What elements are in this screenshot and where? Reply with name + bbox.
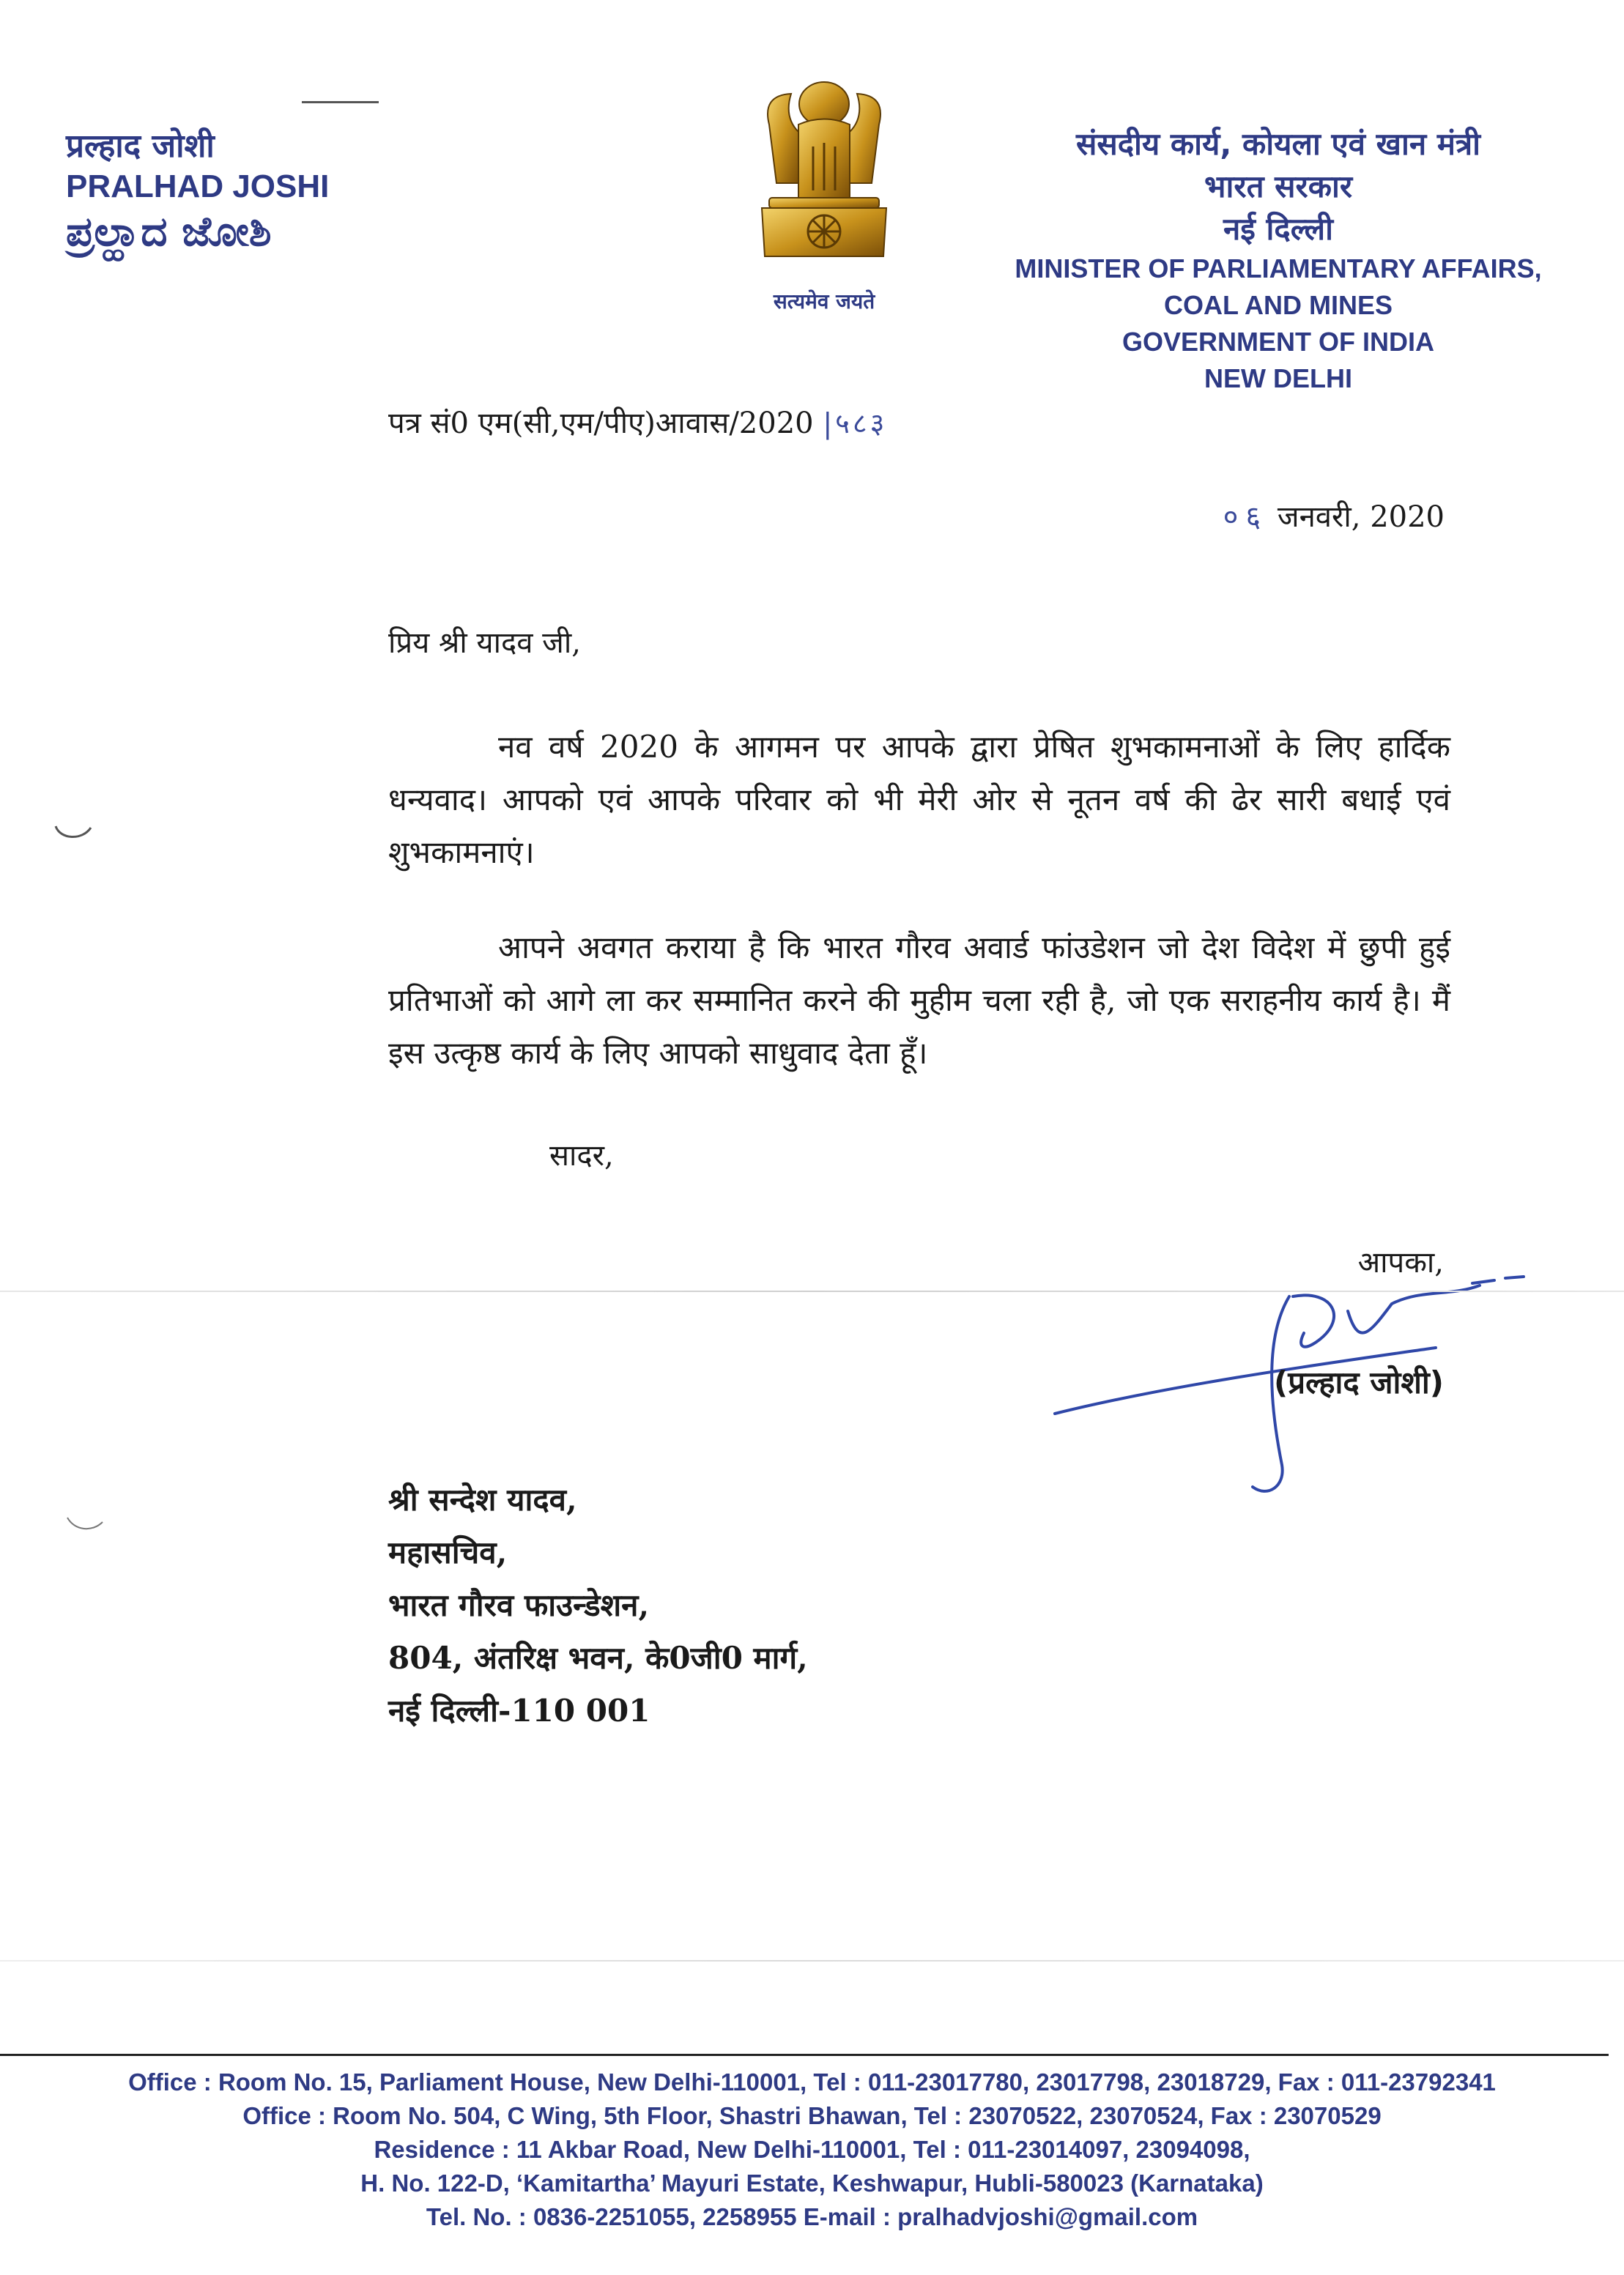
letterhead-name-block <box>66 126 329 258</box>
designation-english-line: GOVERNMENT OF INDIA <box>1121 327 1434 357</box>
punch-hole-mark <box>64 1507 108 1537</box>
paper-fold-line <box>0 1291 1624 1292</box>
closing: सादर, <box>549 1139 614 1173</box>
designation-hindi-line: भारत सरकार <box>1204 168 1353 204</box>
recipient-address <box>388 1474 808 1737</box>
designation-hindi-line: नई दिल्ली <box>1223 211 1334 247</box>
address-line: श्री सन्देश यादव, <box>388 1482 577 1518</box>
footer-line: Office : Room No. 504, C Wing, 5th Floor, Shastri Bhawan, Tel : 23070522, 23070524, Fax : 23070529 <box>242 2102 1382 2129</box>
reference-handwritten: |५८३ <box>823 407 888 439</box>
name-kannada: ಪ್ರಲ್ಹಾದ ಜೋಶಿ <box>66 208 272 256</box>
designation-english-line: MINISTER OF PARLIAMENTARY AFFAIRS, <box>1015 253 1542 283</box>
valediction: आपका, <box>1357 1246 1444 1280</box>
name-english: PRALHAD JOSHI <box>66 168 330 204</box>
body-paragraph: आपने अवगत कराया है कि भारत गौरव अवार्ड फांउडेशन जो देश विदेश में छुपी हुई प्रतिभाओं को आगे ला कर सम्मानित करने की मुहीम चला रही है, जो एक सराहनीय कार्य है। मैं इस उत्कृष्ठ कार्य के लिए आपको साधुवाद देता हूँ। <box>388 929 1450 1071</box>
designation-english-line: NEW DELHI <box>1204 363 1352 393</box>
footer-line: Tel. No. : 0836-2251055, 2258955 E-mail : pralhadvjoshi@gmail.com <box>426 2203 1198 2230</box>
signatory-name: (प्रल्हाद जोशी) <box>1274 1365 1444 1400</box>
punch-hole-mark <box>53 813 97 842</box>
name-hindi: प्रल्हाद जोशी <box>66 127 215 165</box>
address-line: 804, अंतरिक्ष भवन, के0जी0 मार्ग, <box>388 1640 808 1676</box>
designation-english-line: COAL AND MINES <box>1163 290 1393 320</box>
footer-divider <box>0 2054 1609 2056</box>
footer-line: Office : Room No. 15, Parliament House, New Delhi-110001, Tel : 011-23017780, 23017798, 23018729, Fax : 011-23792341 <box>128 2068 1496 2096</box>
state-emblem-icon <box>740 73 908 322</box>
date-handwritten-day: ०६ <box>1223 500 1269 534</box>
emblem-motto: सत्यमेव जयते <box>773 289 875 313</box>
address-line: महासचिव, <box>388 1534 508 1570</box>
body-paragraph: नव वर्ष 2020 के आगमन पर आपके द्वारा प्रेषित शुभकामनाओं के लिए हार्दिक धन्यवाद। आपको एवं आपके परिवार को भी मेरी ओर से नूतन वर्ष की ढेर सारी बधाई एवं शुभकामनाएं। <box>388 729 1450 870</box>
letterhead-designation-block <box>989 123 1568 397</box>
address-line: भारत गौरव फाउन्डेशन, <box>388 1587 650 1623</box>
footer-line: H. No. 122-D, ‘Kamitartha’ Mayuri Estate, Keshwapur, Hubli-580023 (Karnataka) <box>360 2170 1264 2197</box>
letter-date <box>1223 495 1445 535</box>
date-month-year: जनवरी, 2020 <box>1277 500 1445 534</box>
paper-fold-line <box>0 1960 1624 1962</box>
reference-number <box>388 401 887 442</box>
reference-prefix: पत्र सं0 एम(सी,एम/पीए)आवास/2020 <box>388 407 814 440</box>
footer-contact-block <box>0 2066 1624 2234</box>
salutation: प्रिय श्री यादव जी, <box>388 626 581 660</box>
address-line: नई दिल्ली-110 001 <box>388 1693 650 1729</box>
designation-hindi-line: संसदीय कार्य, कोयला एवं खान मंत्री <box>1075 126 1481 162</box>
footer-line: Residence : 11 Akbar Road, New Delhi-110001, Tel : 011-23014097, 23094098, <box>374 2136 1250 2163</box>
pen-stroke-mark <box>302 101 379 103</box>
